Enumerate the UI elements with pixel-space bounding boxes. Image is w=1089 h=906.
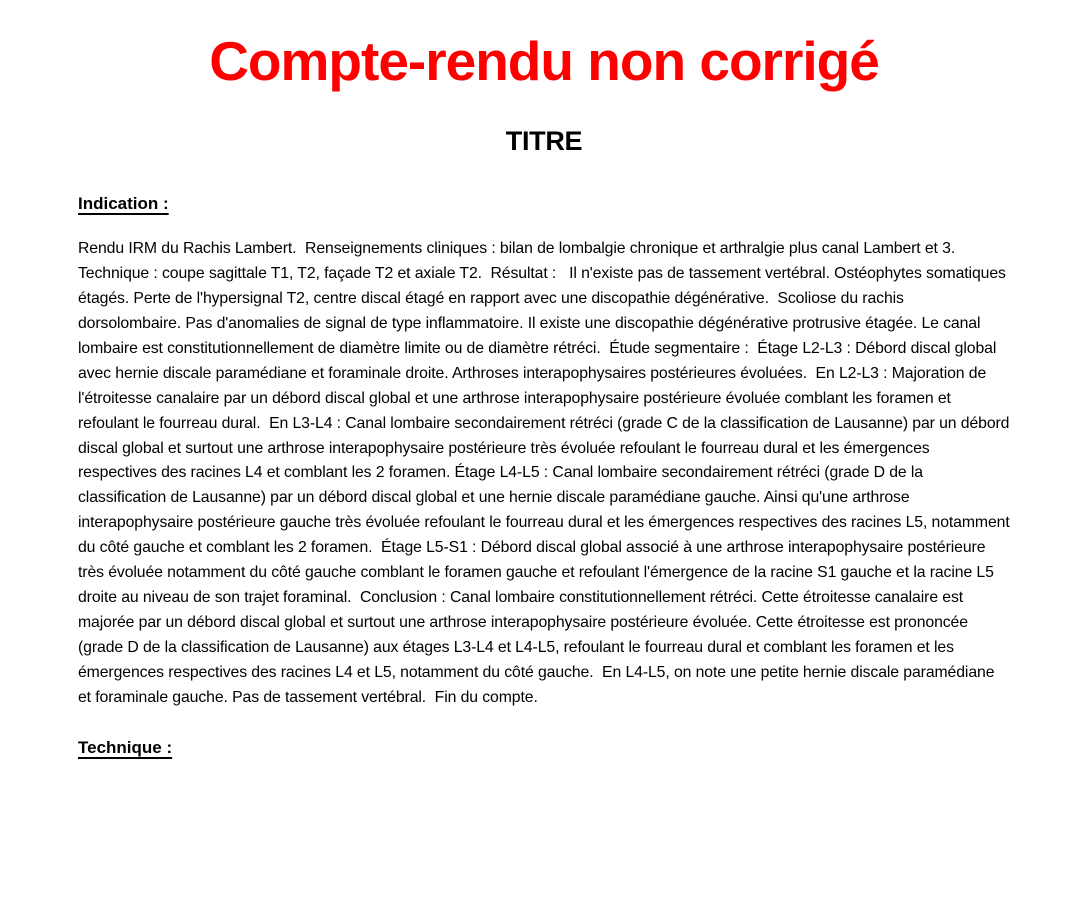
section-heading-technique: Technique : xyxy=(78,737,173,757)
document-title: TITRE xyxy=(505,126,583,157)
section-heading-indication: Indication : xyxy=(78,193,169,213)
indication-body-text: Rendu IRM du Rachis Lambert. Renseignements cliniques : bilan de lombalgie chronique et arthralgie plus canal Lambert et 3. Technique : coupe sagittale T1, T2, façade T2 et axiale T2. Résultat : Il n'existe pas de tassement vertébral. Ostéophytes somatiques étagés. Perte de l'hypersignal T2, centre discal étagé en rapport avec une discopathie dégénérative. Scoliose du rachis dorsolombaire. Pas d'anomalies de signal de type inflammatoire. Il existe une discopathie dégénérative protrusive étagée. Le canal lombaire est constitutionnellement de diamètre limite ou de diamètre rétréci. Étude segmentaire : Étage L2-L3 : Débord discal global avec hernie discale paramédiane et foraminale droite. Arthroses interapophysaires postérieures évoluées. En L2-L3 : Majoration de l'étroitesse canalaire par un débord discal global et une arthrose interapophysaire postérieure évoluée comblant les foramen et refoulant le fourreau dural. En L3-L4 : Canal lombaire secondairement rétréci (grade C de la classification de Lausanne) par un débord discal global et surtout une arthrose interapophysaire postérieure très évoluée refoulant le fourreau dural et les émergences respectives des racines L4 et comblant les 2 foramen. Étage L4-L5 : Canal lombaire secondairement rétréci (grade D de la classification de Lausanne) par un débord discal global et une hernie discale paramédiane gauche. Ainsi qu'une arthrose interapophysaire postérieure gauche très évoluée refoulant le fourreau dural et les émergences respectives des racines L5, notamment du côté gauche et comblant les 2 foramen. Étage L5-S1 : Débord discal global associé à une arthrose interapophysaire postérieure très évoluée notamment du côté gauche comblant le foramen gauche et refoulant l'émergence de la racine S1 gauche et la racine L5 droite au niveau de son trajet foraminal. Conclusion : Canal lombaire constitutionnellement rétréci. Cette étroitesse canalaire est majorée par un débord discal global et surtout une arthrose interapophysaire postérieure évoluée. Cette étroitesse est prononcée (grade D de la classification de Lausanne) aux étages L3-L4 et L4-L5, refoulant le fourreau dural et comblant les foramen et les émergences respectives des racines L4 et L5, notamment du côté gauche. En L4-L5, on note une petite hernie discale paramédiane et foraminale gauche. Pas de tassement vertébral. Fin du compte. xyxy=(78,240,1014,706)
uncorrected-report-banner: Compte-rendu non corrigé xyxy=(209,30,879,92)
report-page xyxy=(0,30,1089,906)
